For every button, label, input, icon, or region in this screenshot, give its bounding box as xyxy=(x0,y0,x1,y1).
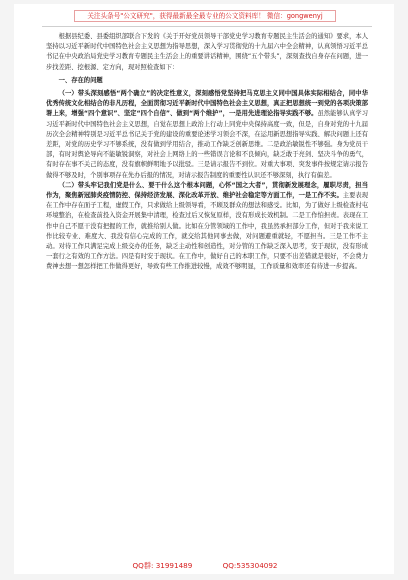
intro-paragraph: 根据县纪委、县委组织部联合下发的《关于开好党员领导干部党史学习教育专题民主生活会的通知》要求，本人坚持以习近平新时代中国特色社会主义思想为指导思想，深入学习贯彻党的十九届六中全会精神，认真领悟习近平总书记在中央政治局党史学习教育专题民主生活会上的重要讲话精神，围绕“五个带头”，深刻查找自身存在问题，进一步找差距、挖根源、定方向，现对照检查如下： xyxy=(46,33,368,71)
item-1-paragraph xyxy=(46,89,368,181)
item-2-text: 主要表现在工作中存在面子工程，虚假工作，只求做给上级领导看，不顾及群众的想法和感受。比如，为了做好上级检查村屯环境整治，在检查前投入资金开展集中清理，检查过后又恢复原样，没有形成长效机制。二是工作怕担责。表现在工作中自己不愿干没有把握的工作，就推给别人做。比如在分管领域的工作中，我虽然承担部分工作，但对于我来说工作比较专业、难度大、我没有信心完成的工作，就交给其他同事去做，对问题避重就轻，不愿担当。三是工作不主动。对待工作只满足完成上级交办的任务，缺乏主动性和创造性，对分管的工作缺乏深入思考，安于现状，没有形成一套行之有效的工作方法。四是有时安于现状。在工作中，做好自己的本职工作，只要不出差错就是很好，不会费力费神去想一想怎样把工作做得更好，导致有些工作推进较慢，成效不够明显，工作质量和效率还有待进一步提高。 xyxy=(46,192,369,271)
item-1-lead: （一）带头深刻感悟“两个确立”的决定性意义，深刻感悟党坚持把马克思主义同中国具体实际相结合，同中华优秀传统文化相结合的非凡历程，全面贯彻习近平新时代中国特色社会主义思想，真正把思想统一到党的各项决策部署上来，增强“四个意识”、坚定“四个自信”、做到“两个维护”， xyxy=(46,90,368,118)
footer-qq: QQ:535304092 xyxy=(222,561,278,570)
footer-qq-group: QQ群: 31991489 xyxy=(132,561,193,570)
section-heading-1: 一、存在的问题 xyxy=(58,76,103,84)
header-banner: 关注头条号"公文研究"，获得最新最全最专业的公文资料库！ 微信：gongwenyj xyxy=(74,10,336,22)
item-2-sub: 一是工作不实。 xyxy=(298,192,343,200)
footer-contact xyxy=(74,561,336,571)
item-2-lead: （二）带头牢记我们党是什么、要干什么这个根本问题，心怀“国之大者”，贯彻新发展理念，履职尽责，担当作为，聚焦新冠肺炎疫情防控、保持经济发展、深化改革开放、维护社会稳定等方面工作， xyxy=(46,181,368,200)
document-page xyxy=(14,4,394,574)
item-2-paragraph xyxy=(46,181,368,273)
item-1-text: 虽然能够认真学习习近平新时代中国特色社会主义思想，自觉在思想上政治上行动上同党中央保持高度一致，但是，自身对党的十九届历次全会精神特别是习近平总书记关于党的建设的重要论述学习领会不深，在运用新思想指导实践、解决问题上还有差距，对党的历史学习不够系统，没有做到学用结合，推动工作缺乏创新思维。二是政治敏锐性不够强。身为党员干部，有时对舆论导向不能敏锐洞察，对社会上网络上的一些错误言论和不良倾向，缺乏敢于亮剑、坚决斗争的勇气，有时存在事不关己的态度，没有旗帜鲜明地予以批驳。三是请示报告不到位。对重大事项、突发事件按规定请示报告做得不够及时，个别事项存在先办后报的情况，对请示报告制度的重要性认识还不够深刻，执行有偏差。 xyxy=(46,110,369,179)
item-1-sub: 一是用先进理论指导实践不够。 xyxy=(228,110,318,118)
document-body xyxy=(46,32,368,273)
header-divider xyxy=(42,26,372,27)
